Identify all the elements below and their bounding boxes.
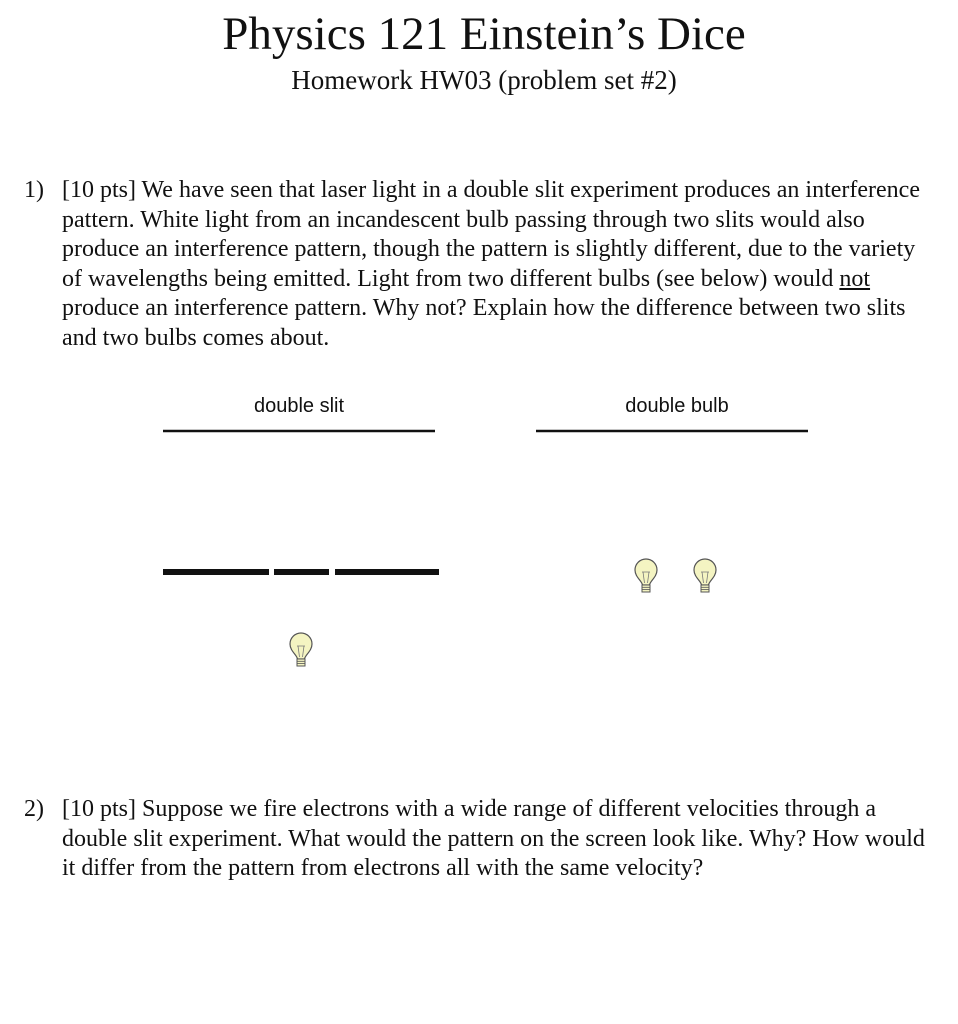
light-bulb-icon — [635, 559, 657, 592]
double-slit-label: double slit — [253, 395, 345, 417]
double-bulb-label: double bulb — [625, 395, 729, 417]
problem-number: 1) — [24, 177, 44, 203]
problem-2 — [24, 795, 936, 884]
light-bulb-icon — [290, 633, 312, 666]
problem-emphasis: not — [839, 265, 871, 292]
problem-text-after: produce an interference pattern. Why not? Explain how the difference between two slits and two bulbs comes about. — [62, 295, 906, 351]
problem-text-before: [10 pts] We have seen that laser light in a double slit experiment produces an interference pattern. White light from an incandescent bulb passing through two slits would also produce an interference pattern, though the pattern is slightly different, due to the variety of wavelengths being emitted. Light from two different bulbs (see below) would — [62, 177, 920, 292]
page-title: Physics 121 Einstein’s Dice — [222, 8, 746, 60]
light-bulb-icon — [694, 559, 716, 592]
problem-text: [10 pts] Suppose we fire electrons with a wide range of different velocities through a double slit experiment. What would the pattern on the screen look like. Why? How would it differ from the pattern from electrons all with the same velocity? — [62, 796, 925, 882]
page-subtitle: Homework HW03 (problem set #2) — [291, 65, 677, 95]
problem-number: 2) — [24, 796, 44, 822]
